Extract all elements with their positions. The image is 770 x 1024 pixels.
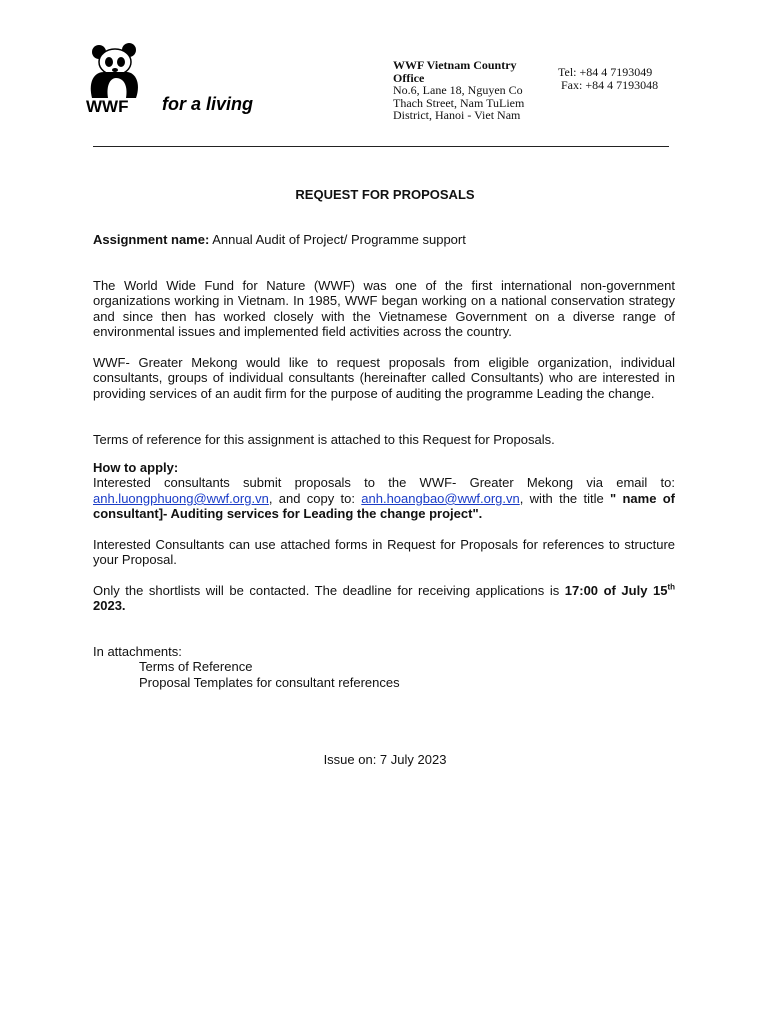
how-to-apply-section xyxy=(93,460,675,522)
telephone: Tel: +84 4 7193049 xyxy=(558,65,653,79)
request-paragraph: WWF- Greater Mekong would like to request proposals from eligible organization, individual consultants, groups of individual consultants (hereinafter called Consultants) who are interested in providing services of an audit firm for the purpose of auditing the programme Leading the change. xyxy=(93,355,675,401)
apply-text-1: Interested consultants submit proposals to the WWF- Greater Mekong via email to: xyxy=(93,475,675,491)
deadline-suffix: th xyxy=(667,582,675,592)
attachment-item: Terms of Reference xyxy=(139,659,253,675)
wwf-logo xyxy=(86,42,256,122)
email-link-primary[interactable]: anh.luongphuong@wwf.org.vn xyxy=(93,490,269,506)
deadline-paragraph xyxy=(93,583,675,614)
terms-paragraph: Terms of reference for this assignment is attached to this Request for Proposals. xyxy=(93,432,555,447)
assignment-label: Assignment name: xyxy=(93,232,210,247)
office-name: WWF Vietnam Country Office xyxy=(393,58,517,85)
fax: Fax: +84 4 7193048 xyxy=(561,78,659,92)
panda-icon xyxy=(86,42,142,100)
attachments-heading: In attachments: xyxy=(93,644,182,659)
assignment-value: Annual Audit of Project/ Programme support xyxy=(212,232,466,247)
issue-date: Issue on: 7 July 2023 xyxy=(323,752,447,767)
header-divider xyxy=(93,146,669,147)
attachment-item: Proposal Templates for consultant references xyxy=(139,674,400,690)
forms-paragraph: Interested Consultants can use attached forms in Request for Proposals for references to structure your Proposal. xyxy=(93,537,675,568)
attachments-section xyxy=(93,644,675,690)
deadline-year: 2023. xyxy=(93,598,126,614)
apply-text-3: , with the title xyxy=(519,490,610,506)
apply-text-2: , and copy to: xyxy=(268,490,362,506)
assignment-line xyxy=(93,232,675,247)
office-address: No.6, Lane 18, Nguyen Co Thach Street, Nam TuLiem District, Hanoi - Viet Nam xyxy=(393,83,525,122)
deadline-time: 17:00 of July 15 xyxy=(564,583,668,598)
logo-tagline: for a living xyxy=(162,94,254,114)
intro-paragraph: The World Wide Fund for Nature (WWF) was one of the first international non-government organizations working in Vietnam. In 1985, WWF began working on a national conservation strategy and since then has worked closely with the Vietnamese Government on a diverse range of environmental issues and implemented field activities across the country. xyxy=(93,278,675,340)
apply-email-title: " name of consultant]- Auditing services for Leading the change project". xyxy=(93,490,675,522)
contact-block xyxy=(558,66,658,92)
email-link-copy[interactable]: anh.hoangbao@wwf.org.vn xyxy=(361,490,520,506)
apply-instructions xyxy=(93,475,675,521)
logo-brand: WWF xyxy=(86,97,129,116)
deadline-text: Only the shortlists will be contacted. The deadline for receiving applications is xyxy=(93,583,565,598)
how-to-apply-heading: How to apply: xyxy=(93,460,179,475)
office-address-block xyxy=(393,59,543,122)
document-title: REQUEST FOR PROPOSALS xyxy=(295,187,475,202)
